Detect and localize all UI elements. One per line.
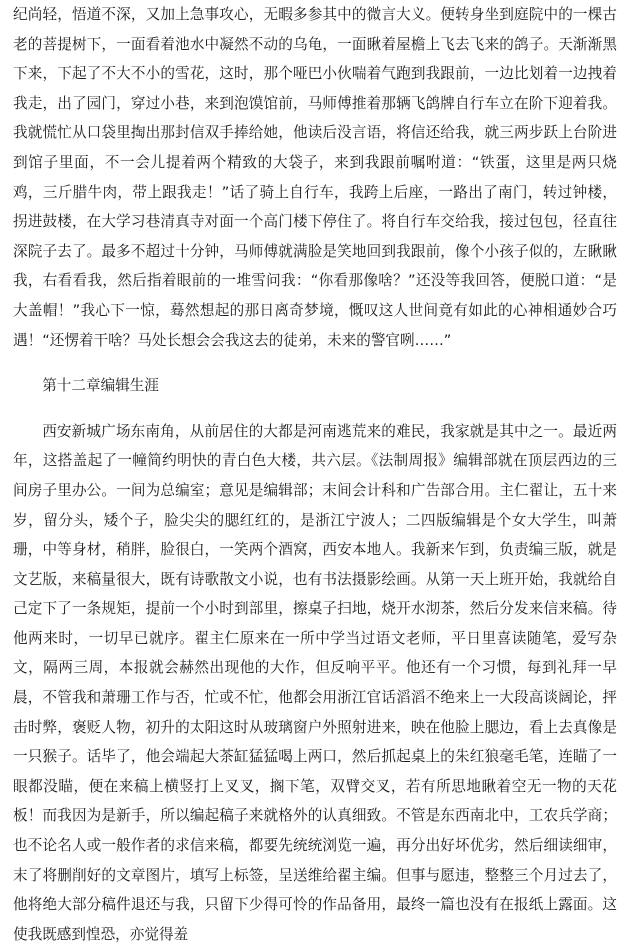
paragraph-spacer [13, 355, 617, 361]
chapter-title: 第十二章编辑生涯 [42, 377, 159, 395]
paragraph-continuation: 纪尚轻，悟道不深，又加上急事攻心，无暇多参其中的微言大义。便转身坐到庭院中的一棵古老的菩提树下，一面看着池水中凝然不动的乌龟，一面瞅着屋檐上飞去飞来的鸽子。天渐渐黑下来，下起了不大不小的雪花，这时，那个哑巴小伙喘着气跑到我跟前，一边比划着一边拽着我走，出了园门，穿过小巷，来到泡馍馆前，马师傅推着那辆飞鸽牌自行车立在阶下迎着我。我就慌忙从口袋里掏出那封信双手捧给她，他读后没言语，将信还给我，就三两步跃上台阶进到馆子里面，不一会儿提着两个精致的大袋子，来到我跟前嘱咐道：“铁蛋，这里是两只烧鸡，三斤腊牛肉，带上跟我走！”话了骑上自行车，我跨上后座，一路出了南门，转过钟楼，拐进鼓楼，在大学习巷清真寺对面一个高门楼下停住了。将自行车交给我，接过包包，径直往深院子去了。最多不超过十分钟，马师傅就满脸是笑地回到我跟前，像个小孩子似的，左瞅瞅我，右看看我，然后指着眼前的一堆雪问我：“你看那像啥？”还没等我回答，便脱口道：“是大盖帽！”我心下一惊，蓦然想起的那日离奇梦境，慨叹这人世间竟有如此的心神相通妙合巧遇！“还愣着干啥？马处长想会会我这去的徒弟，未来的警官咧……” [13, 6, 617, 349]
paragraph-body: 西安新城广场东南角，从前居住的大都是河南逃荒来的难民，我家就是其中之一。最近两年，这搭盖起了一幢简约明快的青白色大楼，共六层。《法制周报》编辑部就在顶层西边的三间房子里办公。一间为总编室；意见是编辑部；末间会计科和广告部合用。主仁翟让，五十来岁，留分头，矮个子，脸尖尖的腮红红的，是浙江宁波人；二四版编辑是个女大学生，叫萧珊，中等身材，稍胖，脸很白，一笑两个酒窝，西安本地人。我新来乍到，负责编三版，就是文艺版，来稿量很大，既有诗歌散文小说，也有书法摄影绘画。从第一天上班开始，我就给自己定下了一条规矩，提前一个小时到部里，擦桌子扫地，烧开水沏茶，然后分发来信来稿。待他两来时，一切早已就序。翟主仁原来在一所中学当过语文老师，平日里喜读随笔，爱写杂文，隔两三周，本报就会赫然出现他的大作，但反响平平。他还有一个习惯，每到礼拜一早晨，不管我和萧珊工作与否，忙或不忙，他都会用浙江官话滔滔不绝来上一大段高谈阔论，抨击时弊，褒贬人物，初升的太阳这时从玻璃窗户外照射进来，映在他脸上腮边，看上去真像是一只猴子。话毕了，他会端起大茶缸猛猛喝上两口，然后抓起桌上的朱红狼毫毛笔，连瞄了一眼都没瞄，便在来稿上横竖打上叉叉，搁下笔，双臂交叉，若有所思地瞅着空无一物的天花板！而我因为是新手，所以编起稿子来就格外的认真细致。不管是东西南北中，工农兵学商；也不论名人或一般作者的求信来稿，都要先统统浏览一遍，再分出好坏优劣，然后细读细审，末了将删削好的文章图片，填写上标签，呈送维给翟主编。但事与愿违，整整三个月过去了，他将绝大部分稿件退还与我，只留下少得可怜的作品备用，最终一篇也没有在报纸上露面。这使我既感到惶恐，亦觉得羞 [13, 422, 617, 943]
